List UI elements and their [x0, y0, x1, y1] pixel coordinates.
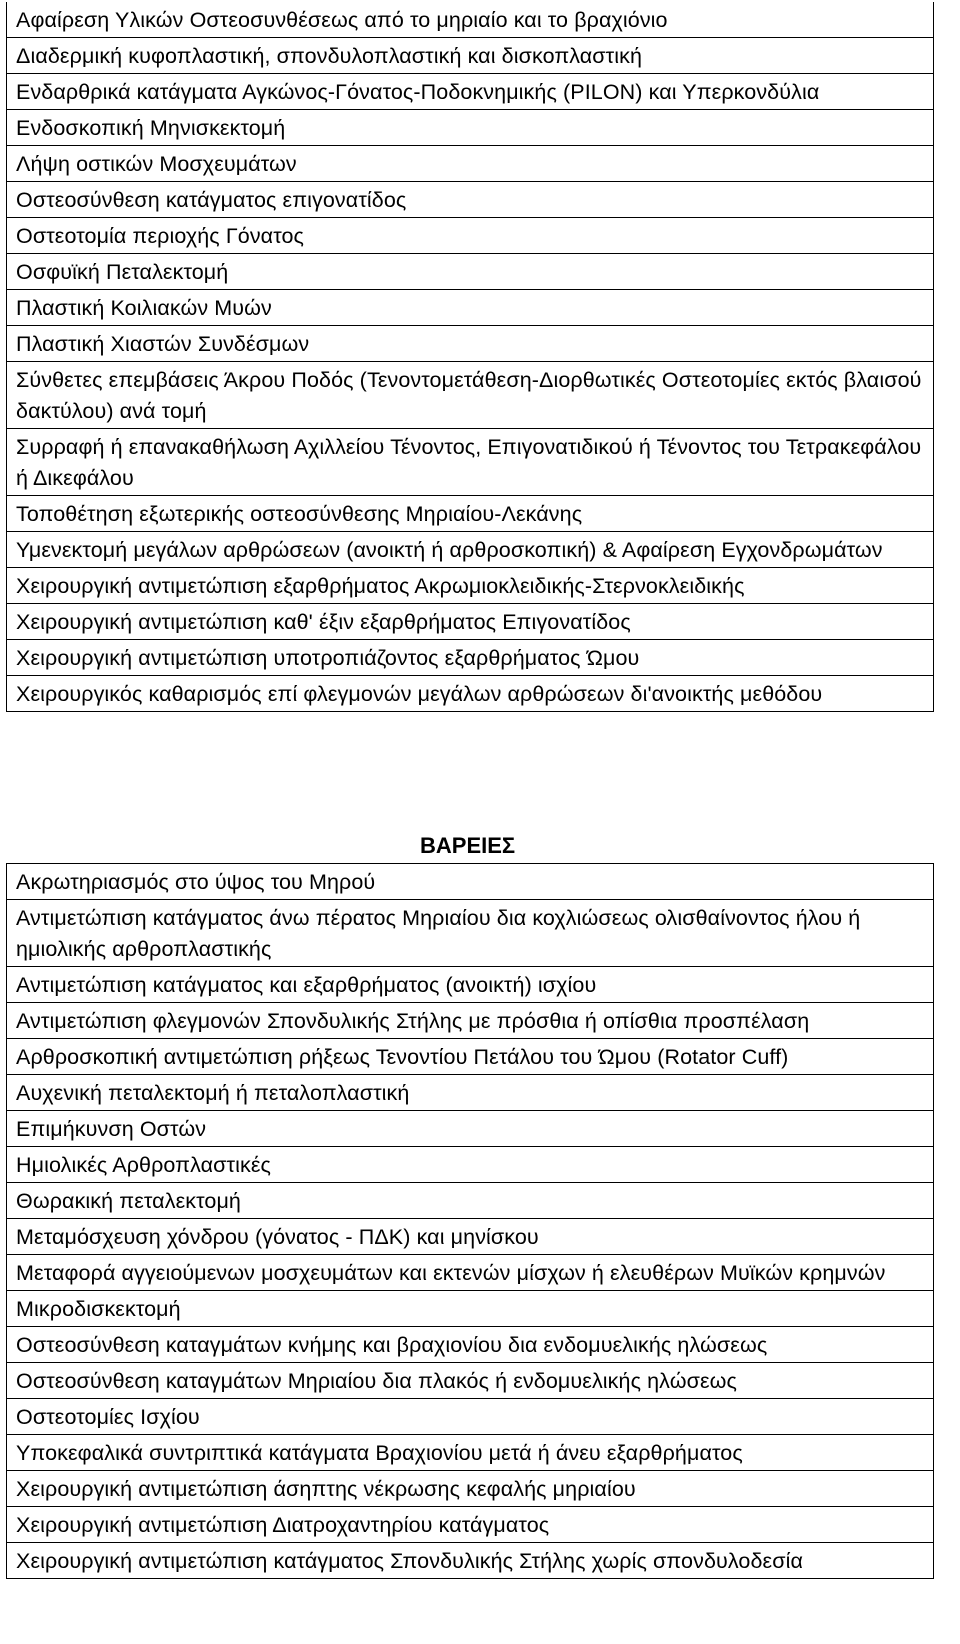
table-row: Επιμήκυνση Οστών [7, 1111, 933, 1147]
table-row: Χειρουργική αντιμετώπιση κατάγματος Σπονδυλικής Στήλης χωρίς σπονδυλοδεσία [7, 1543, 933, 1579]
table-row: Ενδαρθρικά κατάγματα Αγκώνος-Γόνατος-Ποδοκνημικής (PILON) και Υπερκονδύλια [7, 74, 933, 110]
table-row: Χειρουργική αντιμετώπιση Διατροχαντηρίου κατάγματος [7, 1507, 933, 1543]
table-row: Θωρακική πεταλεκτομή [7, 1183, 933, 1219]
table-row: Χειρουργικός καθαρισμός επί φλεγμονών μεγάλων αρθρώσεων δι'ανοικτής μεθόδου [7, 676, 933, 712]
table-row: Οστεοτομία περιοχής Γόνατος [7, 218, 933, 254]
table-row: Σύνθετες επεμβάσεις Άκρου Ποδός (Τενοντομετάθεση-Διορθωτικές Οστεοτομίες εκτός βλαισού δακτύλου) ανά τομή [7, 362, 933, 429]
table-row: Διαδερμική κυφοπλαστική, σπονδυλοπλαστική και δισκοπλαστική [7, 38, 933, 74]
table-row: Χειρουργική αντιμετώπιση υποτροπιάζοντος εξαρθρήματος Ώμου [7, 640, 933, 676]
table-row: Αρθροσκοπική αντιμετώπιση ρήξεως Τενοντίου Πετάλου του Ώμου (Rotator Cuff) [7, 1039, 933, 1075]
table-row: Μεταμόσχευση χόνδρου (γόνατος - ΠΔΚ) και μηνίσκου [7, 1219, 933, 1255]
table-row: Μικροδισκεκτομή [7, 1291, 933, 1327]
table-row: Ημιολικές Αρθροπλαστικές [7, 1147, 933, 1183]
table-row: Αντιμετώπιση φλεγμονών Σπονδυλικής Στήλης με πρόσθια ή οπίσθια προσπέλαση [7, 1003, 933, 1039]
table-row: Χειρουργική αντιμετώπιση εξαρθρήματος Ακρωμιοκλειδικής-Στερνοκλειδικής [7, 568, 933, 604]
table-row: Ακρωτηριασμός στο ύψος του Μηρού [7, 864, 933, 900]
procedures-table-section-1 [6, 2, 934, 712]
table-row: Οστεοσύνθεση καταγμάτων κνήμης και βραχιονίου δια ενδομυελικής ηλώσεως [7, 1327, 933, 1363]
table-row: Αντιμετώπιση κατάγματος και εξαρθρήματος (ανοικτή) ισχίου [7, 967, 933, 1003]
table-row: Μεταφορά αγγειούμενων μοσχευμάτων και εκτενών μίσχων ή ελευθέρων Μυϊκών κρημνών [7, 1255, 933, 1291]
table-row: Αφαίρεση Υλικών Οστεοσυνθέσεως από το μηριαίο και το βραχιόνιο [7, 2, 933, 38]
table-row: Συρραφή ή επανακαθήλωση Αχιλλείου Τένοντος, Επιγονατιδικού ή Τένοντος του Τετρακεφάλου ή Δικεφάλου [7, 429, 933, 496]
table-row: Αντιμετώπιση κατάγματος άνω πέρατος Μηριαίου δια κοχλιώσεως ολισθαίνοντος ήλου ή ημιολικής αρθροπλαστικής [7, 900, 933, 967]
table-row: Οστεοτομίες Ισχίου [7, 1399, 933, 1435]
table-row: Οστεοσύνθεση κατάγματος επιγονατίδος [7, 182, 933, 218]
table-row: Αυχενική πεταλεκτομή ή πεταλοπλαστική [7, 1075, 933, 1111]
table-row: Χειρουργική αντιμετώπιση άσηπτης νέκρωσης κεφαλής μηριαίου [7, 1471, 933, 1507]
table-row: Υποκεφαλικά συντριπτικά κατάγματα Βραχιονίου μετά ή άνευ εξαρθρήματος [7, 1435, 933, 1471]
table-row: Πλαστική Χιαστών Συνδέσμων [7, 326, 933, 362]
table-row: Υμενεκτομή μεγάλων αρθρώσεων (ανοικτή ή αρθροσκοπική) & Αφαίρεση Εγχονδρωμάτων [7, 532, 933, 568]
table-row: Λήψη οστικών Μοσχευμάτων [7, 146, 933, 182]
table-row: Οστεοσύνθεση καταγμάτων Μηριαίου δια πλακός ή ενδομυελικής ηλώσεως [7, 1363, 933, 1399]
table-row: Τοποθέτηση εξωτερικής οστεοσύνθεσης Μηριαίου-Λεκάνης [7, 496, 933, 532]
section-heading-severe: ΒΑΡΕΙΕΣ [420, 833, 516, 858]
table-row: Οσφυϊκή Πεταλεκτομή [7, 254, 933, 290]
table-row: Πλαστική Κοιλιακών Μυών [7, 290, 933, 326]
table-row: Χειρουργική αντιμετώπιση καθ' έξιν εξαρθρήματος Επιγονατίδος [7, 604, 933, 640]
procedures-table-section-2 [6, 863, 934, 1579]
table-row: Ενδοσκοπική Μηνισκεκτομή [7, 110, 933, 146]
